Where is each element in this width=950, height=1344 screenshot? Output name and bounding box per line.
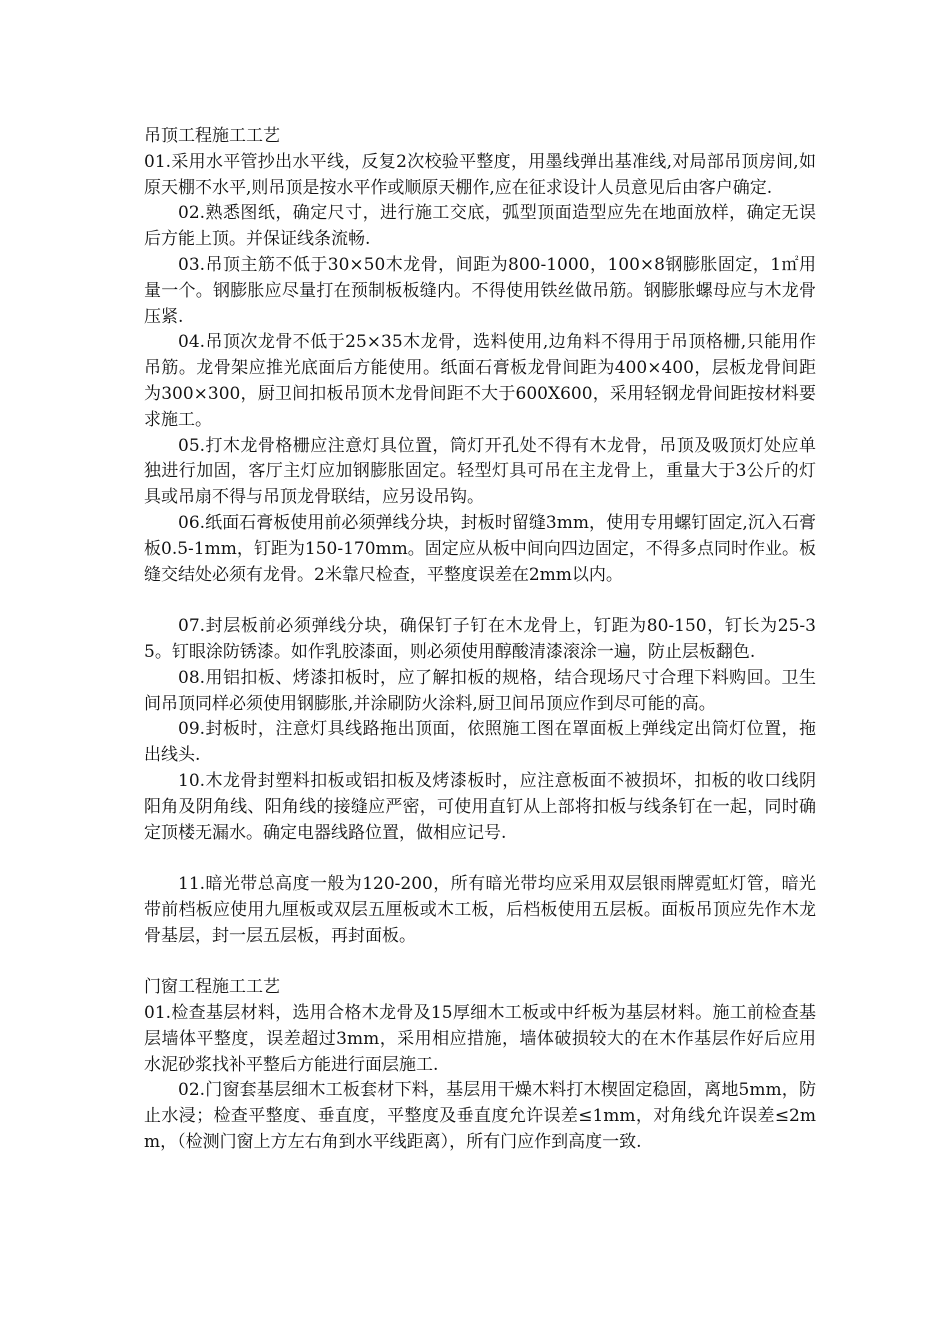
ceiling-step-07: 07.封层板前必须弹线分块，确保钉子钉在木龙骨上，钉距为80-150，钉长为25-35。钉眼涂防锈漆。如作乳胶漆面，则必须使用醇酸清漆滚涂一遍，防止层板翻色. bbox=[144, 616, 816, 662]
doors-windows-step-02: 02.门窗套基层细木工板套材下料，基层用干燥木料打木楔固定稳固，离地5mm，防止水浸；检查平整度、垂直度，平整度及垂直度允许误差≤1mm，对角线允许误差≤2mm，（检测门窗上方左右角到水平线距离），所有门应作到高度一致. bbox=[144, 1080, 816, 1153]
section-title-ceiling: 吊顶工程施工工艺 bbox=[144, 126, 280, 146]
ceiling-step-05: 05.打木龙骨格栅应注意灯具位置，筒灯开孔处不得有木龙骨，吊顶及吸顶灯处应单独进行加固，客厅主灯应加钢膨胀固定。轻型灯具可吊在主龙骨上，重量大于3公斤的灯具或吊扇不得与吊顶龙骨联结，应另设吊钩。 bbox=[144, 435, 816, 508]
ceiling-step-03: 03.吊顶主筋不低于30×50木龙骨，间距为800-1000，100×8钢膨胀固定，1㎡用量一个。钢膨胀应尽量打在预制板板缝内。不得使用铁丝做吊筋。钢膨胀螺母应与木龙骨压紧. bbox=[144, 254, 816, 327]
document-body bbox=[144, 124, 816, 1156]
ceiling-step-04: 04.吊顶次龙骨不低于25×35木龙骨，选料使用,边角料不得用于吊顶格栅,只能用作吊筋。龙骨架应推光底面后方能使用。纸面石膏板龙骨间距为400×400，层板龙骨间距为300×300，厨卫间扣板吊顶木龙骨间距不大于600X600，采用轻钢龙骨间距按材料要求施工。 bbox=[144, 332, 816, 430]
ceiling-step-10: 10.木龙骨封塑料扣板或铝扣板及烤漆板时，应注意板面不被损坏，扣板的收口线阴阳角及阴角线、阳角线的接缝应严密，可使用直钉从上部将扣板与线条钉在一起，同时确定顶楼无漏水。确定电器线路位置，做相应记号. bbox=[144, 770, 816, 843]
section-title-doors-windows: 门窗工程施工工艺 bbox=[144, 977, 280, 998]
doors-windows-step-01: 01.检查基层材料，选用合格木龙骨及15厚细木工板或中纤板为基层材料。施工前检查基层墙体平整度，误差超过3mm，采用相应措施，墙体破损较大的在木作基层作好后应用水泥砂浆找补平整后方能进行面层施工. bbox=[144, 1003, 816, 1075]
ceiling-step-09: 09.封板时，注意灯具线路拖出顶面，依照施工图在罩面板上弹线定出筒灯位置，拖出线头. bbox=[144, 719, 816, 766]
ceiling-step-08: 08.用铝扣板、烤漆扣板时，应了解扣板的规格，结合现场尺寸合理下料购回。卫生间吊顶同样必须使用钢膨胀,并涂刷防火涂料,厨卫间吊顶应作到尽可能的高。 bbox=[144, 667, 816, 714]
ceiling-step-11: 11.暗光带总高度一般为120-200，所有暗光带均应采用双层银雨牌霓虹灯管，暗光带前档板应使用九厘板或双层五厘板或木工板，后档板使用五层板。面板吊顶应先作木龙骨基层，封一层五层板，再封面板。 bbox=[144, 874, 816, 946]
ceiling-step-02: 02.熟悉图纸，确定尺寸，进行施工交底，弧型顶面造型应先在地面放样，确定无误后方能上顶。并保证线条流畅. bbox=[144, 203, 816, 250]
ceiling-step-06: 06.纸面石膏板使用前必须弹线分块，封板时留缝3mm，使用专用螺钉固定,沉入石膏板0.5-1mm，钉距为150-170mm。固定应从板中间向四边固定，不得多点同时作业。板缝交结处必须有龙骨。2米靠尺检查，平整度误差在2mm以内。 bbox=[144, 512, 816, 585]
ceiling-step-01: 01.采用水平管抄出水平线，反复2次校验平整度，用墨线弹出基准线,对局部吊顶房间,如原天棚不水平,则吊顶是按水平作或顺原天棚作,应在征求设计人员意见后由客户确定. bbox=[144, 151, 816, 198]
